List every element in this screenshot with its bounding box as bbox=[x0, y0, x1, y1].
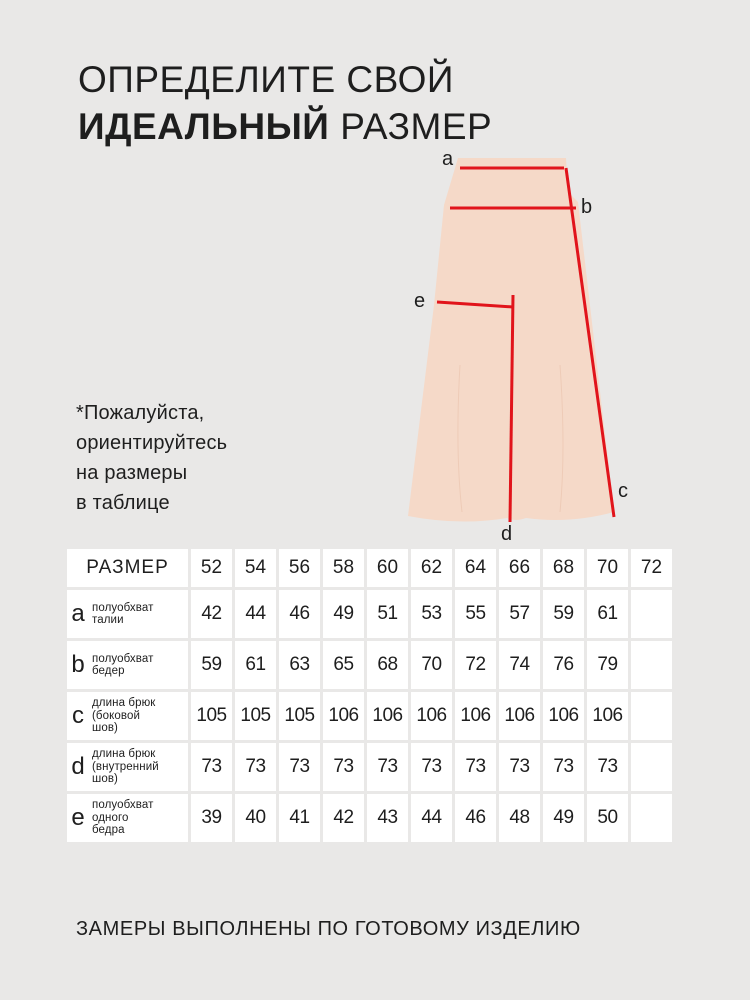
measurement-letter: e bbox=[71, 804, 85, 831]
table-cell: 72 bbox=[455, 641, 496, 689]
measurement-label-cell bbox=[67, 743, 188, 791]
table-cell: 50 bbox=[587, 794, 628, 842]
table-cell: 61 bbox=[235, 641, 276, 689]
table-cell: 51 bbox=[367, 590, 408, 638]
trousers-illustration bbox=[400, 140, 660, 540]
measurement-description bbox=[89, 697, 155, 735]
table-cell: 73 bbox=[543, 743, 584, 791]
table-cell: 106 bbox=[367, 692, 408, 740]
measurement-description-line: шов) bbox=[92, 722, 118, 735]
table-cell: 73 bbox=[235, 743, 276, 791]
table-cell: 39 bbox=[191, 794, 232, 842]
table-cell: 49 bbox=[323, 590, 364, 638]
diagram-label-d: d bbox=[501, 523, 513, 540]
measurement-description bbox=[89, 748, 159, 786]
measurement-description bbox=[89, 653, 153, 678]
measurement-label-cell bbox=[67, 641, 188, 689]
table-row bbox=[67, 641, 672, 689]
table-cell: 105 bbox=[191, 692, 232, 740]
measurement-description-line: (боковой bbox=[92, 709, 140, 722]
table-cell: 55 bbox=[455, 590, 496, 638]
diagram-label-c: c bbox=[618, 480, 628, 502]
table-cell: 106 bbox=[455, 692, 496, 740]
measurement-letter: a bbox=[71, 600, 85, 627]
page-title bbox=[78, 56, 492, 150]
measurement-description-line: бедра bbox=[92, 824, 125, 837]
table-cell: 44 bbox=[235, 590, 276, 638]
size-table bbox=[64, 546, 675, 845]
table-cell: 65 bbox=[323, 641, 364, 689]
table-row bbox=[67, 743, 672, 791]
note-line-4: в таблице bbox=[76, 492, 170, 514]
table-cell: 74 bbox=[499, 641, 540, 689]
table-cell: 59 bbox=[543, 590, 584, 638]
table-cell: 105 bbox=[279, 692, 320, 740]
trousers-diagram bbox=[400, 140, 660, 540]
table-cell: 76 bbox=[543, 641, 584, 689]
table-cell bbox=[631, 743, 672, 791]
table-cell: 106 bbox=[323, 692, 364, 740]
table-cell: 79 bbox=[587, 641, 628, 689]
measurement-description-line: шов) bbox=[92, 773, 118, 786]
title-rest-word: РАЗМЕР bbox=[340, 106, 493, 147]
measurement-description-line: длина брюк bbox=[92, 697, 156, 710]
footer-note: ЗАМЕРЫ ВЫПОЛНЕНЫ ПО ГОТОВОМУ ИЗДЕЛИЮ bbox=[76, 918, 581, 940]
table-cell: 73 bbox=[411, 743, 452, 791]
title-line-1: ОПРЕДЕЛИТЕ СВОЙ bbox=[78, 59, 454, 100]
table-cell: 46 bbox=[455, 794, 496, 842]
diagram-label-e: e bbox=[414, 290, 426, 312]
note-line-3: на размеры bbox=[76, 462, 188, 484]
table-cell: 106 bbox=[543, 692, 584, 740]
table-cell: 42 bbox=[191, 590, 232, 638]
size-note bbox=[76, 398, 227, 518]
size-header-cell: 68 bbox=[543, 549, 584, 587]
title-bold-word: ИДЕАЛЬНЫЙ bbox=[78, 106, 330, 147]
measurement-description bbox=[89, 602, 153, 627]
diagram-label-b: b bbox=[581, 196, 593, 218]
table-cell: 61 bbox=[587, 590, 628, 638]
table-cell: 63 bbox=[279, 641, 320, 689]
table-cell: 106 bbox=[587, 692, 628, 740]
measurement-description-line: талии bbox=[92, 614, 124, 626]
size-header-cell: 64 bbox=[455, 549, 496, 587]
table-cell: 73 bbox=[455, 743, 496, 791]
size-header-cell: 70 bbox=[587, 549, 628, 587]
table-cell: 49 bbox=[543, 794, 584, 842]
table-header-row bbox=[67, 549, 672, 587]
note-line-2: ориентируйтесь bbox=[76, 432, 228, 454]
measurement-label-cell bbox=[67, 794, 188, 842]
table-cell: 46 bbox=[279, 590, 320, 638]
table-header-label: РАЗМЕР bbox=[67, 549, 188, 587]
table-cell bbox=[631, 794, 672, 842]
size-header-cell: 54 bbox=[235, 549, 276, 587]
measurement-label-cell bbox=[67, 692, 188, 740]
table-cell: 44 bbox=[411, 794, 452, 842]
measurement-letter: c bbox=[72, 702, 84, 729]
table-cell: 68 bbox=[367, 641, 408, 689]
measurement-description-line: длина брюк bbox=[92, 748, 156, 761]
table-cell: 41 bbox=[279, 794, 320, 842]
measurement-description bbox=[89, 799, 153, 837]
size-header-cell: 58 bbox=[323, 549, 364, 587]
table-cell bbox=[631, 641, 672, 689]
size-header-cell: 62 bbox=[411, 549, 452, 587]
table-cell: 48 bbox=[499, 794, 540, 842]
measurement-description-line: полуобхват bbox=[92, 652, 154, 665]
note-line-1: *Пожалуйста, bbox=[76, 402, 205, 424]
table-cell: 106 bbox=[499, 692, 540, 740]
table-cell: 43 bbox=[367, 794, 408, 842]
measurement-description-line: (внутренний bbox=[92, 760, 159, 773]
table-row bbox=[67, 794, 672, 842]
table-row bbox=[67, 590, 672, 638]
table-cell: 70 bbox=[411, 641, 452, 689]
table-cell: 105 bbox=[235, 692, 276, 740]
table-cell: 40 bbox=[235, 794, 276, 842]
table-cell: 73 bbox=[191, 743, 232, 791]
size-header-cell: 52 bbox=[191, 549, 232, 587]
table-row bbox=[67, 692, 672, 740]
table-cell: 53 bbox=[411, 590, 452, 638]
table-cell bbox=[631, 590, 672, 638]
measurement-description-line: полуобхват bbox=[92, 799, 154, 812]
table-cell: 57 bbox=[499, 590, 540, 638]
table-cell: 73 bbox=[587, 743, 628, 791]
size-header-cell: 56 bbox=[279, 549, 320, 587]
measurement-description-line: полуобхват bbox=[92, 601, 154, 614]
size-table-container bbox=[64, 546, 675, 845]
table-cell: 73 bbox=[323, 743, 364, 791]
measurement-letter: b bbox=[71, 651, 85, 678]
table-cell bbox=[631, 692, 672, 740]
table-cell: 59 bbox=[191, 641, 232, 689]
size-header-cell: 60 bbox=[367, 549, 408, 587]
measurement-letter: d bbox=[71, 753, 85, 780]
measurement-description-line: одного bbox=[92, 811, 129, 824]
table-cell: 73 bbox=[499, 743, 540, 791]
table-cell: 73 bbox=[367, 743, 408, 791]
size-header-cell: 72 bbox=[631, 549, 672, 587]
table-cell: 73 bbox=[279, 743, 320, 791]
table-cell: 106 bbox=[411, 692, 452, 740]
diagram-label-a: a bbox=[442, 148, 454, 170]
measurement-description-line: бедер bbox=[92, 665, 125, 677]
measurement-label-cell bbox=[67, 590, 188, 638]
size-header-cell: 66 bbox=[499, 549, 540, 587]
table-cell: 42 bbox=[323, 794, 364, 842]
